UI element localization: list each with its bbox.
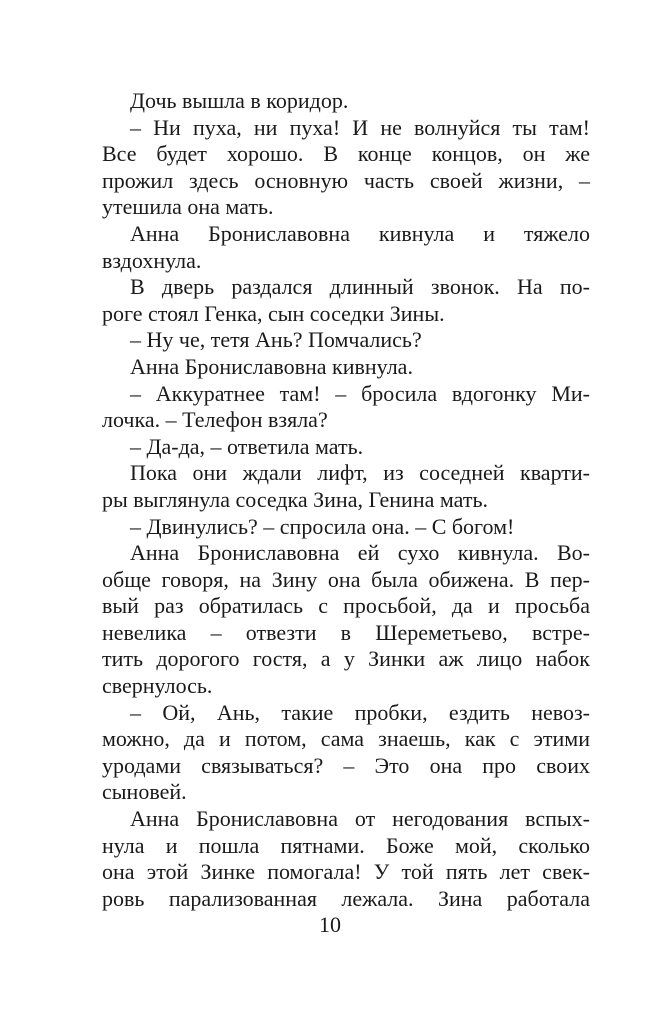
text-line: вздохнула. [102, 247, 202, 273]
text-line: – Аккуратнее там! – бросила вдогонку Ми- [130, 380, 590, 406]
text-line: уродами связываться? – Это она про своих [102, 752, 590, 778]
text-line: В дверь раздался длинный звонок. На по- [130, 274, 590, 300]
text-line: утешила она мать. [102, 194, 274, 220]
text-line: Дочь вышла в коридор. [130, 88, 349, 113]
text-line: Пока они ждали лифт, из соседней кварти- [130, 460, 590, 486]
text-line: Все будет хорошо. В конце концов, он же [102, 141, 590, 167]
text-line: – Ни пуха, ни пуха! И не волнуйся ты там! [130, 114, 590, 140]
text-line: Анна Брониславовна ей сухо кивнула. Во- [130, 540, 590, 566]
text-line: нула и пошла пятнами. Боже мой, сколько [102, 832, 590, 858]
text-line: – Ой, Ань, такие пробки, ездить невоз- [130, 699, 590, 725]
text-line: роге стоял Генка, сын соседки Зины. [102, 300, 445, 326]
text-line: – Двинулись? – спросила она. – С богом! [130, 513, 515, 539]
text-line: свернулось. [102, 673, 213, 699]
text-line: вый раз обратилась с просьбой, да и просьба [102, 593, 590, 619]
text-line: – Да-да, – ответила мать. [130, 433, 364, 459]
text-line: Анна Брониславовна кивнула и тяжело [130, 220, 590, 246]
text-line: ровь парализованная лежала. Зина работала [102, 885, 590, 911]
text-line: ры выглянула соседка Зина, Генина мать. [102, 486, 488, 512]
text-line: можно, да и потом, сама знаешь, как с этими [102, 726, 590, 752]
text-line: тить дорогого гостя, а у Зинки аж лицо набок [102, 646, 590, 672]
text-line: – Ну че, тетя Ань? Помчались? [130, 327, 422, 353]
text-line: обще говоря, на Зину она была обижена. В пер- [102, 566, 590, 592]
page-number: 10 [319, 912, 341, 937]
text-line: лочка. – Телефон взяла? [102, 407, 328, 433]
text-line: прожил здесь основную часть своей жизни, – [102, 167, 590, 193]
text-line: Анна Брониславовна от негодования вспых- [130, 806, 590, 832]
text-line: Анна Брониславовна кивнула. [130, 353, 413, 379]
text-line: невелика – отвезти в Шереметьево, встре- [102, 619, 590, 645]
text-line: она этой Зинке помогала! У той пять лет свек- [102, 859, 590, 885]
page-body [102, 88, 590, 912]
text-line: сыновей. [102, 779, 187, 805]
